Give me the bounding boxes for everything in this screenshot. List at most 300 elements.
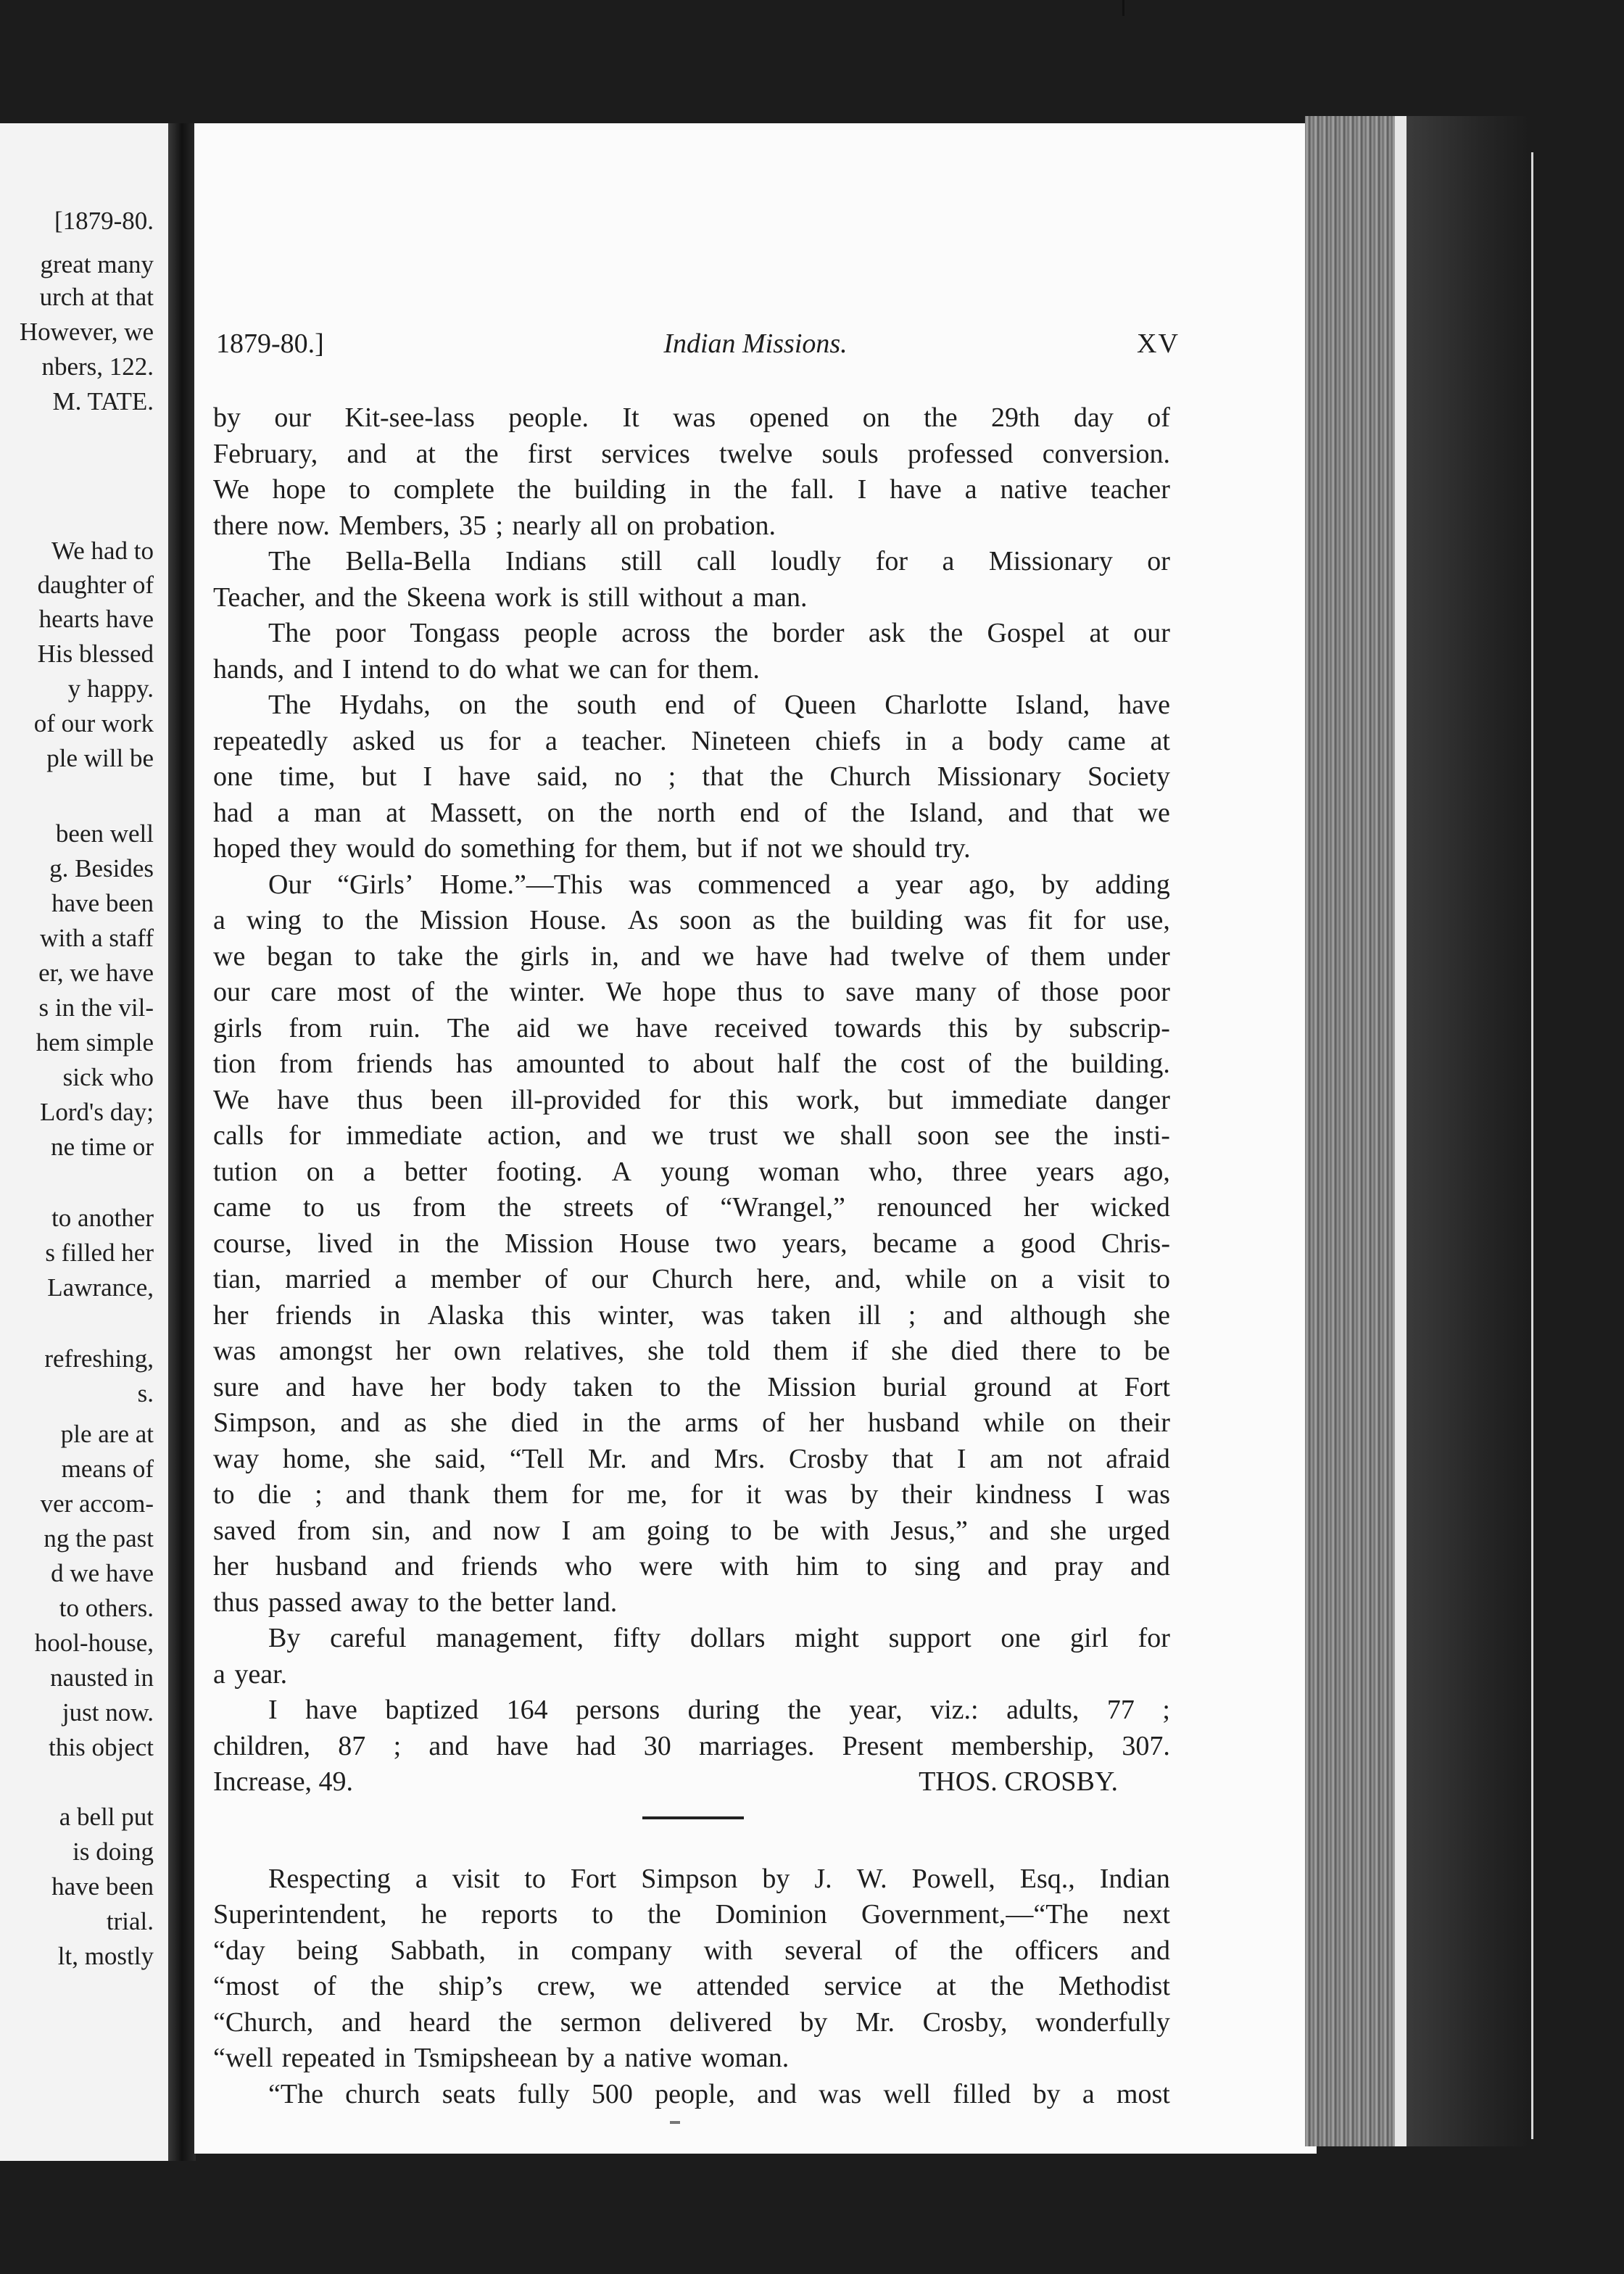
word: people. — [508, 402, 589, 433]
word: Missionary — [988, 546, 1113, 576]
word: The — [268, 546, 312, 576]
text-line — [213, 939, 1170, 975]
word: Kit-see-lass — [344, 402, 475, 433]
word: and — [989, 1515, 1029, 1546]
word: pray — [1054, 1551, 1103, 1582]
left-page-line: ple will be — [46, 744, 154, 772]
word: wicked — [1090, 1192, 1170, 1223]
text-line — [213, 795, 1170, 832]
word: trust — [708, 1120, 758, 1151]
word: Chris- — [1101, 1228, 1170, 1259]
word: but — [361, 761, 397, 792]
word: them — [773, 1336, 829, 1366]
word: 87 — [338, 1730, 366, 1761]
running-head-title: Indian Missions. — [663, 328, 848, 359]
word: end — [665, 690, 705, 720]
word: as — [403, 1407, 427, 1438]
word: in, — [590, 940, 619, 972]
text-line — [213, 1861, 1170, 1898]
text-line: a year. — [213, 1658, 288, 1690]
word: year — [895, 869, 943, 900]
word: have — [458, 761, 511, 792]
left-page-line: this object — [49, 1733, 154, 1761]
word: and — [341, 2006, 381, 2038]
word: careful — [330, 1623, 407, 1653]
word: to — [349, 474, 370, 505]
left-page-line: of our work — [33, 709, 154, 737]
word: children, — [213, 1730, 311, 1761]
word: south — [576, 690, 637, 720]
word: was — [1127, 1479, 1170, 1510]
word: opened — [749, 402, 829, 433]
word: Home.”—This — [439, 869, 603, 900]
word: own — [453, 1336, 502, 1366]
word: by — [800, 2006, 828, 2038]
text-line: Teacher, and the Skeena work is still without a man. — [213, 582, 808, 613]
word: souls — [821, 438, 879, 469]
word: building — [574, 474, 666, 505]
word: has — [456, 1049, 493, 1079]
word: Church — [652, 1264, 733, 1294]
word: Missionary — [937, 761, 1061, 792]
word: tion — [213, 1049, 257, 1079]
text-line: hoped they would do something for them, but if not we should try. — [213, 833, 971, 864]
word: member — [430, 1264, 521, 1294]
word: in — [398, 1228, 420, 1259]
word: Simpson — [641, 1863, 738, 1894]
word: I — [956, 1443, 966, 1474]
text-line — [213, 544, 1170, 580]
word: 500 — [591, 2078, 633, 2109]
word: us — [439, 725, 465, 756]
word: to — [647, 1049, 670, 1079]
word: the — [599, 797, 633, 828]
word: now — [492, 1515, 541, 1546]
word: girls — [213, 1012, 262, 1043]
word: across — [621, 618, 691, 648]
word: our — [213, 977, 250, 1007]
word: a — [362, 1156, 376, 1187]
word: thank — [408, 1479, 471, 1510]
word: Mr. — [856, 2006, 895, 2038]
word: those — [1040, 977, 1099, 1007]
word: and — [345, 1479, 386, 1510]
word: and — [942, 1299, 983, 1331]
word: “day — [213, 1935, 265, 1966]
word: immediate — [950, 1084, 1068, 1115]
word: of — [762, 1407, 785, 1438]
word: of — [313, 1971, 336, 2001]
word: footing. — [496, 1156, 583, 1187]
text-line — [213, 1083, 1170, 1119]
word: the — [365, 905, 399, 935]
left-page-line: have been — [51, 889, 154, 917]
word: of — [1147, 402, 1170, 433]
word: were — [639, 1551, 693, 1582]
text-line — [213, 1969, 1170, 2005]
word: if — [851, 1336, 869, 1366]
word: while — [905, 1264, 966, 1294]
word: ; — [1162, 1695, 1170, 1725]
word: the — [851, 797, 885, 828]
word: friends — [275, 1299, 352, 1331]
word: half — [777, 1049, 821, 1079]
left-page-line: nausted in — [50, 1663, 154, 1692]
word: Mrs. — [713, 1443, 766, 1474]
word: Bella-Bella — [345, 546, 471, 576]
word: in — [378, 1299, 401, 1331]
word: the — [647, 1899, 682, 1930]
word: native — [1000, 474, 1068, 505]
text-line — [213, 1897, 1170, 1933]
word: the — [990, 1971, 1024, 2001]
word: 77 — [1106, 1695, 1135, 1725]
word: thus — [357, 1084, 403, 1115]
word: for — [571, 1479, 604, 1510]
section-divider — [642, 1816, 744, 1819]
text-line — [213, 724, 1170, 760]
word: came — [1067, 725, 1126, 756]
word: in — [905, 725, 927, 756]
word: Hydahs, — [339, 690, 431, 720]
word: a — [394, 1264, 407, 1294]
word: asked — [352, 725, 415, 756]
word: me, — [626, 1479, 668, 1510]
word: adding — [1095, 869, 1170, 900]
word: Mission — [505, 1228, 594, 1259]
word: her — [213, 1551, 249, 1582]
left-page-line: refreshing, — [44, 1344, 154, 1373]
left-page-line: lt, mostly — [57, 1942, 154, 1970]
word: commenced — [697, 869, 832, 900]
word: of — [665, 1192, 689, 1223]
word: February, — [213, 438, 318, 469]
word: marriages. — [699, 1730, 815, 1761]
text-line — [213, 2005, 1170, 2041]
word: and — [347, 438, 387, 469]
word: of — [997, 977, 1020, 1007]
word: management, — [436, 1623, 584, 1653]
word: of — [968, 1049, 991, 1079]
left-page-line: Lord's day; — [40, 1098, 154, 1126]
word: and — [285, 1371, 326, 1402]
word: have — [1118, 690, 1170, 720]
word: thus — [737, 977, 783, 1007]
left-page-line: er, we have — [38, 959, 154, 987]
word: border — [772, 618, 845, 648]
word: Alaska — [427, 1299, 505, 1331]
text-line — [213, 1933, 1170, 1969]
word: amongst — [278, 1336, 373, 1366]
word: said, — [434, 1443, 486, 1474]
word: for — [668, 1084, 701, 1115]
word: man — [314, 797, 362, 828]
word: wing — [246, 905, 302, 935]
word: loudly — [771, 546, 842, 576]
word: heard — [409, 2006, 471, 2038]
text-line — [213, 1226, 1170, 1262]
word: visit — [1077, 1264, 1125, 1294]
word: persons — [576, 1695, 660, 1725]
word: years, — [782, 1228, 848, 1259]
text-line — [213, 1262, 1170, 1298]
word: The — [268, 618, 312, 648]
word: twelve — [718, 438, 793, 469]
word: the — [498, 2006, 533, 2038]
word: we — [702, 940, 734, 972]
word: soon — [917, 1120, 969, 1151]
word: this — [948, 1012, 988, 1043]
word: saved — [213, 1515, 276, 1546]
word: I — [423, 761, 433, 792]
word: ask — [868, 618, 906, 648]
word: sing — [914, 1551, 961, 1582]
word: and — [1008, 797, 1048, 828]
word: she — [891, 1336, 928, 1366]
word: the — [924, 402, 958, 433]
text-line — [213, 1621, 1170, 1657]
word: lived — [318, 1228, 373, 1259]
word: here, — [756, 1264, 811, 1294]
word: woman — [758, 1156, 840, 1187]
word: her — [1023, 1192, 1059, 1223]
word: delivered — [669, 2006, 772, 2038]
word: Mission — [767, 1371, 856, 1402]
word: amounted — [515, 1049, 625, 1079]
book-gutter — [168, 123, 196, 2161]
left-page-line: d we have — [51, 1559, 154, 1587]
word: Island, — [909, 797, 984, 828]
word: “The — [268, 2078, 323, 2109]
left-page-line: a bell put — [59, 1803, 154, 1831]
word: to — [322, 905, 344, 935]
word: to — [213, 1479, 235, 1510]
word: renounced — [877, 1192, 992, 1223]
word: “Girls’ — [337, 869, 414, 900]
word: Gospel — [987, 618, 1066, 648]
word: Mission — [419, 905, 509, 935]
text-line — [213, 1729, 1170, 1765]
left-page-line: daughter of — [37, 571, 154, 599]
word: I — [1095, 1479, 1104, 1510]
word: the — [455, 977, 489, 1007]
word: that — [1072, 797, 1114, 828]
word: while — [983, 1407, 1045, 1438]
word: calls — [213, 1120, 264, 1151]
word: in — [582, 1407, 604, 1438]
word: we — [782, 1120, 816, 1151]
word: and — [431, 1515, 472, 1546]
left-page-line: ne time or — [51, 1133, 154, 1161]
word: and — [428, 1730, 469, 1761]
word: have — [755, 940, 808, 972]
left-page-line: have been — [51, 1872, 154, 1901]
word: sermon — [560, 2006, 642, 2038]
word: who — [564, 1551, 613, 1582]
word: by — [213, 402, 241, 433]
book-edge-shadow — [1406, 116, 1530, 2146]
left-page-line: ple are at — [60, 1420, 154, 1448]
word: “Church, — [213, 2006, 314, 2038]
word: subscrip- — [1069, 1012, 1170, 1043]
word: one — [213, 761, 253, 792]
word: course, — [213, 1228, 292, 1259]
text-line: hands, and I intend to do what we can for them. — [213, 653, 760, 685]
word: might — [795, 1623, 859, 1653]
word: the — [787, 1695, 821, 1725]
word: hope — [272, 474, 326, 505]
word: two — [715, 1228, 757, 1259]
word: married — [285, 1264, 371, 1294]
word: to — [1099, 1336, 1122, 1366]
word: work, — [796, 1084, 861, 1115]
word: relatives, — [524, 1336, 625, 1366]
text-line — [213, 1405, 1170, 1442]
left-page-line: s in the vil- — [38, 993, 154, 1022]
word: Fort — [1124, 1371, 1170, 1402]
word: it — [745, 1479, 762, 1510]
word: Powell, — [911, 1863, 995, 1894]
word: sin, — [371, 1515, 411, 1546]
left-page-line: urch at that — [39, 283, 154, 311]
word: year, — [849, 1695, 903, 1725]
word: have — [305, 1695, 357, 1725]
word: fall. — [790, 474, 834, 505]
word: a — [982, 1228, 995, 1259]
word: tution — [213, 1156, 278, 1187]
word: Our — [268, 869, 312, 900]
word: poor — [1119, 977, 1170, 1007]
word: a — [1041, 1264, 1054, 1294]
word: north — [657, 797, 716, 828]
word: We — [213, 1084, 249, 1115]
word: die — [257, 1479, 292, 1510]
word: of — [733, 690, 756, 720]
text-line: “well repeated in Tsmipsheean by a native woman. — [213, 2043, 790, 2073]
text-line — [213, 975, 1170, 1011]
word: wonderfully — [1035, 2006, 1170, 2038]
text-line — [213, 759, 1170, 795]
word: ill — [858, 1299, 882, 1331]
word: kindness — [975, 1479, 1072, 1510]
word: was — [964, 905, 1007, 935]
text-line: thus passed away to the better land. — [213, 1587, 618, 1618]
word: way — [213, 1443, 260, 1474]
word: care — [270, 977, 317, 1007]
word: under — [1107, 940, 1170, 972]
word: her — [808, 1407, 845, 1438]
word: we — [213, 940, 246, 972]
word: with — [703, 1935, 753, 1966]
page-edges — [1305, 116, 1406, 2146]
word: Esq., — [1019, 1863, 1075, 1894]
left-page-line: sick who — [62, 1063, 154, 1091]
word: Indians — [505, 546, 587, 576]
word: of — [894, 1935, 918, 1966]
word: J. — [814, 1863, 832, 1894]
word: fully — [517, 2078, 570, 2109]
word: from — [279, 1049, 334, 1079]
word: on — [862, 402, 890, 433]
left-page-line: s. — [137, 1379, 154, 1407]
word: home, — [282, 1443, 351, 1474]
word: Crosby, — [922, 2006, 1008, 2038]
word: the — [843, 1049, 877, 1079]
word: husband — [867, 1407, 960, 1438]
word: not — [1047, 1443, 1082, 1474]
word: was — [701, 1299, 745, 1331]
left-page-line: hem simple — [36, 1028, 154, 1057]
word: he — [420, 1899, 447, 1930]
word: professed — [907, 438, 1014, 469]
left-page-line: great many — [40, 250, 154, 278]
word: danger — [1095, 1084, 1170, 1115]
word: take — [397, 940, 444, 972]
word: ; — [908, 1299, 916, 1331]
word: a — [1082, 2078, 1095, 2109]
word: taken — [573, 1371, 634, 1402]
word: died — [510, 1407, 559, 1438]
word: ruin. — [369, 1012, 420, 1043]
word: crew, — [536, 1971, 596, 2001]
word: immediate — [346, 1120, 463, 1151]
letter-paragraphs — [213, 400, 1170, 1764]
word: had — [829, 940, 870, 972]
word: It — [622, 402, 639, 433]
word: By — [268, 1623, 301, 1653]
text-line — [213, 1046, 1170, 1083]
word: by — [1041, 869, 1069, 900]
word: a — [951, 725, 964, 756]
word: Fort — [570, 1863, 617, 1894]
text-line — [213, 1442, 1170, 1478]
word: the — [707, 1371, 742, 1402]
text-line — [213, 1549, 1170, 1585]
text-line — [213, 2077, 1170, 2113]
top-edge-mark — [1122, 0, 1124, 16]
left-page-line: just now. — [62, 1698, 154, 1727]
word: insti- — [1113, 1120, 1170, 1151]
word: came — [213, 1192, 272, 1223]
word: “Wrangel,” — [720, 1192, 845, 1223]
word: urged — [1108, 1515, 1170, 1546]
signature-line — [213, 1764, 1170, 1800]
word: hope — [662, 977, 716, 1007]
word: House. — [529, 905, 607, 935]
left-page-line: y happy. — [67, 674, 154, 703]
word: at — [386, 797, 406, 828]
word: from — [297, 1515, 351, 1546]
text-line — [213, 1154, 1170, 1191]
text-line — [213, 437, 1170, 473]
word: for — [289, 1120, 321, 1151]
word: in — [517, 1935, 539, 1966]
word: repeatedly — [213, 725, 328, 756]
word: Charlotte — [884, 690, 987, 720]
word: Sabbath, — [390, 1935, 486, 1966]
word: We — [213, 474, 249, 505]
word: conversion. — [1042, 438, 1170, 469]
word: a — [544, 725, 558, 756]
word: service — [824, 1971, 903, 2001]
word: a — [213, 905, 225, 935]
word: well — [883, 2078, 931, 2109]
left-page-line: [1879-80. — [54, 207, 154, 235]
word: Simpson, — [213, 1407, 317, 1438]
word: was — [213, 1336, 257, 1366]
word: reports — [481, 1899, 558, 1930]
word: Nineteen — [691, 725, 791, 756]
